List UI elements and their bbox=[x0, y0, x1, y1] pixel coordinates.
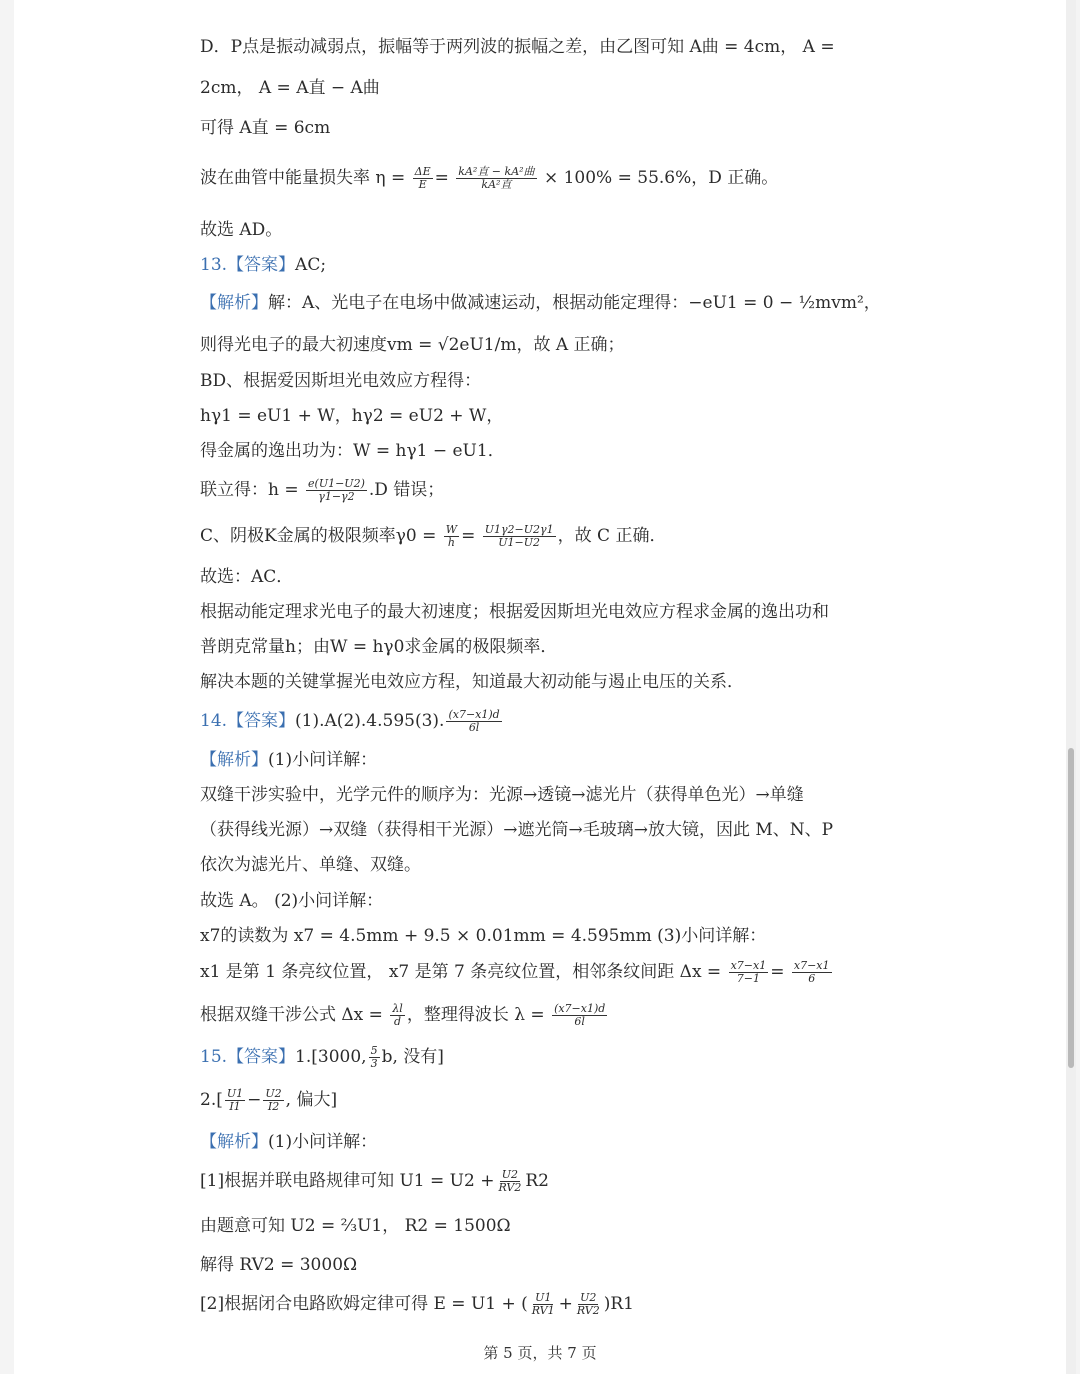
text-line: x1 是第 1 条亮纹位置， x7 是第 7 条亮纹位置，相邻条纹间距 Δx = $\frac{x7-x1}{7-1}$ = $\frac{x7-x1}{6}$ bbox=[200, 959, 830, 985]
text-line: 则得光电子的最大初速度vm = √2eU1/m，故 A 正确； bbox=[200, 335, 625, 355]
text-line: 波在曲管中能量损失率 η = $\frac{\Delta E}{E}$ = $\frac{\text{kA²直 − kA²曲}}{\text{kA²直}}$ × 100% = 55.6%，D 正确。 bbox=[200, 165, 779, 191]
fraction-denominator: I1 bbox=[229, 1100, 241, 1113]
answer-tag: 【答案】 bbox=[227, 1047, 296, 1067]
fraction-numerator: U1 bbox=[226, 1087, 244, 1100]
answer-tag: 【答案】 bbox=[227, 711, 296, 731]
fraction bbox=[483, 524, 556, 549]
analysis-tag: 【解析】 bbox=[200, 750, 268, 770]
scrollbar-thumb[interactable] bbox=[1068, 748, 1074, 1068]
fraction-numerator: U1γ2−U2γ1 bbox=[484, 523, 554, 536]
text-line: 双缝干涉实验中，光学元件的顺序为：光源→透镜→滤光片（获得单色光）→单缝 bbox=[200, 785, 804, 805]
text-segment: b, 没有] bbox=[381, 1047, 444, 1067]
text-line bbox=[200, 1169, 549, 1194]
fraction-numerator: 5 bbox=[370, 1044, 378, 1057]
fraction bbox=[552, 1003, 607, 1028]
fraction-denominator: 6 bbox=[808, 972, 816, 985]
analysis-tag: 【解析】 bbox=[200, 1132, 268, 1152]
text-segment: R2 bbox=[525, 1171, 549, 1191]
text-line: 故选 AD。 bbox=[200, 220, 283, 240]
text-segment: [2]根据闭合电路欧姆定律可得 E = U1 + ( bbox=[200, 1294, 528, 1314]
answer-text: (1).A(2).4.595(3). bbox=[295, 711, 445, 731]
analysis-text: (1)小问详解： bbox=[268, 750, 378, 770]
text-line: 普朗克常量h；由W = hγ0求金属的极限频率． bbox=[200, 637, 558, 657]
scrollbar-track[interactable] bbox=[1066, 0, 1076, 1374]
text-segment: ，整理得波长 λ = bbox=[406, 1005, 545, 1025]
fraction bbox=[413, 166, 433, 191]
fraction-denominator: RV2 bbox=[498, 1181, 522, 1194]
fraction-denominator: U1−U2 bbox=[498, 536, 541, 549]
text-line: 2cm， A = A直 − A曲 bbox=[200, 78, 380, 98]
fraction bbox=[456, 166, 536, 191]
fraction-numerator: (x7−x1)d bbox=[554, 1002, 606, 1015]
question-number: 14. bbox=[200, 711, 228, 731]
answer-text: 1.[3000, bbox=[295, 1047, 367, 1067]
analysis-text: 解：A、光电子在电场中做减速运动，根据动能定理得：−eU1 = 0 − ½mvm²， bbox=[268, 293, 881, 313]
text-line: 故选 A。 (2)小问详解： bbox=[200, 891, 384, 911]
fraction bbox=[369, 1045, 380, 1070]
analysis-line bbox=[200, 1130, 377, 1154]
analysis-line bbox=[200, 291, 881, 315]
text-line: 由题意可知 U2 = ⅔U1， R2 = 1500Ω bbox=[200, 1216, 511, 1236]
fraction bbox=[446, 709, 501, 734]
fraction bbox=[729, 960, 769, 985]
text-line: 根据动能定理求光电子的最大初速度；根据爱因斯坦光电效应方程求金属的逸出功和 bbox=[200, 602, 829, 622]
text-segment: 根据双缝干涉公式 Δx = bbox=[200, 1005, 383, 1025]
text-line bbox=[200, 1003, 609, 1028]
answer-text: AC; bbox=[295, 255, 327, 275]
fraction-denominator: RV1 bbox=[531, 1304, 555, 1317]
text-segment: 波在曲管中能量损失率 η = bbox=[200, 168, 406, 188]
text-line bbox=[200, 478, 444, 503]
text-line: hγ1 = eU1 + W，hγ2 = eU2 + W， bbox=[200, 406, 504, 426]
fraction-denominator: d bbox=[394, 1015, 402, 1028]
text-line: 可得 A直 = 6cm bbox=[200, 118, 331, 138]
fraction-denominator: RV2 bbox=[576, 1304, 600, 1317]
answer-tag: 【答案】 bbox=[227, 255, 296, 275]
fraction bbox=[444, 524, 459, 549]
fraction-numerator: ΔE bbox=[414, 165, 431, 178]
fraction-numerator: U2 bbox=[501, 1168, 519, 1181]
fraction-denominator: 6l bbox=[468, 721, 480, 734]
analysis-line bbox=[200, 748, 377, 772]
page-footer: 第 5 页，共 7 页 bbox=[483, 1344, 597, 1362]
text-line: D．P点是振动减弱点，振幅等于两列波的振幅之差，由乙图可知 A曲 = 4cm， A = bbox=[200, 37, 835, 57]
fraction-denominator: 3 bbox=[370, 1057, 378, 1070]
fraction-denominator: I2 bbox=[267, 1100, 280, 1113]
fraction-denominator: kA²直 bbox=[481, 178, 512, 191]
text-line: （获得线光源）→双缝（获得相干光源）→遮光筒→毛玻璃→放大镜，因此 M、N、P bbox=[200, 820, 834, 840]
text-line: 解得 RV2 = 3000Ω bbox=[200, 1255, 358, 1275]
fraction-numerator: U2 bbox=[580, 1291, 597, 1304]
fraction-denominator: 7−1 bbox=[736, 972, 761, 985]
fraction-numerator: W bbox=[445, 523, 458, 536]
text-line: 解决本题的关键掌握光电效应方程，知道最大初动能与遏止电压的关系． bbox=[200, 672, 744, 692]
fraction bbox=[530, 1292, 557, 1317]
fraction-numerator: kA²直 − kA²曲 bbox=[458, 165, 535, 178]
fraction-numerator: U1 bbox=[535, 1291, 552, 1304]
fraction bbox=[496, 1169, 523, 1194]
fraction-numerator: U2 bbox=[265, 1087, 282, 1100]
fraction-numerator: λl bbox=[392, 1002, 403, 1015]
fraction-numerator: x7−x1 bbox=[730, 959, 767, 972]
text-segment: , 偏大] bbox=[285, 1090, 338, 1110]
text-segment: x1 是第 1 条亮纹位置， x7 是第 7 条亮纹位置，相邻条纹间距 Δx = bbox=[200, 962, 722, 982]
text-segment: ，故 C 正确． bbox=[557, 526, 667, 546]
text-line: 故选：AC． bbox=[200, 567, 294, 587]
fraction-denominator: E bbox=[418, 178, 427, 191]
text-segment: [1]根据并联电路规律可知 U1 = U2 + bbox=[200, 1171, 495, 1191]
text-segment: 联立得：h = bbox=[200, 480, 299, 500]
text-line: C、阴极K金属的极限频率γ0 = $\frac{W}{h}$ = $\frac{U1\gamma 2-U2\gamma 1}{U1-U2}$ ，故 C 正确． bbox=[200, 523, 667, 549]
fraction-numerator: x7−x1 bbox=[793, 959, 830, 972]
text-line: [2]根据闭合电路欧姆定律可得 E = U1 + ( $\frac{U1}{RV1}$ + $\frac{U2}{RV2}$ )R1 bbox=[200, 1291, 634, 1317]
answer-line bbox=[200, 709, 504, 734]
text-line: 依次为滤光片、单缝、双缝。 bbox=[200, 855, 421, 875]
text-segment: C、阴极K金属的极限频率γ0 = bbox=[200, 526, 437, 546]
answer-line bbox=[200, 253, 326, 277]
fraction-denominator: 6l bbox=[574, 1015, 585, 1028]
text-line: 2.[ $\frac{U1}{I1}$ − $\frac{U2}{I2}$ , 偏大] bbox=[200, 1087, 338, 1113]
fraction bbox=[575, 1292, 602, 1317]
fraction-numerator: e(U1−U2) bbox=[308, 477, 365, 490]
fraction-denominator: h bbox=[447, 536, 455, 549]
fraction bbox=[263, 1088, 283, 1113]
fraction-denominator: γ1−γ2 bbox=[318, 490, 355, 503]
text-segment: × 100% = 55.6%，D 正确。 bbox=[543, 168, 779, 188]
analysis-text: (1)小问详解： bbox=[268, 1132, 378, 1152]
question-number: 15. bbox=[200, 1047, 228, 1067]
question-number: 13. bbox=[200, 255, 228, 275]
fraction bbox=[225, 1088, 245, 1113]
analysis-tag: 【解析】 bbox=[200, 293, 268, 313]
text-line: 得金属的逸出功为：W = hγ1 − eU1． bbox=[200, 441, 505, 461]
answer-line bbox=[200, 1045, 444, 1070]
fraction-numerator: (x7−x1)d bbox=[448, 708, 500, 721]
text-line: BD、根据爱因斯坦光电效应方程得： bbox=[200, 371, 482, 391]
fraction bbox=[306, 478, 367, 503]
fraction bbox=[390, 1003, 405, 1028]
text-line: x7的读数为 x7 = 4.5mm + 9.5 × 0.01mm = 4.595mm (3)小问详解： bbox=[200, 926, 767, 946]
text-segment: )R1 bbox=[603, 1294, 634, 1314]
text-segment: .D 错误； bbox=[368, 480, 445, 500]
text-segment: 2.[ bbox=[200, 1090, 223, 1110]
fraction bbox=[792, 960, 832, 985]
